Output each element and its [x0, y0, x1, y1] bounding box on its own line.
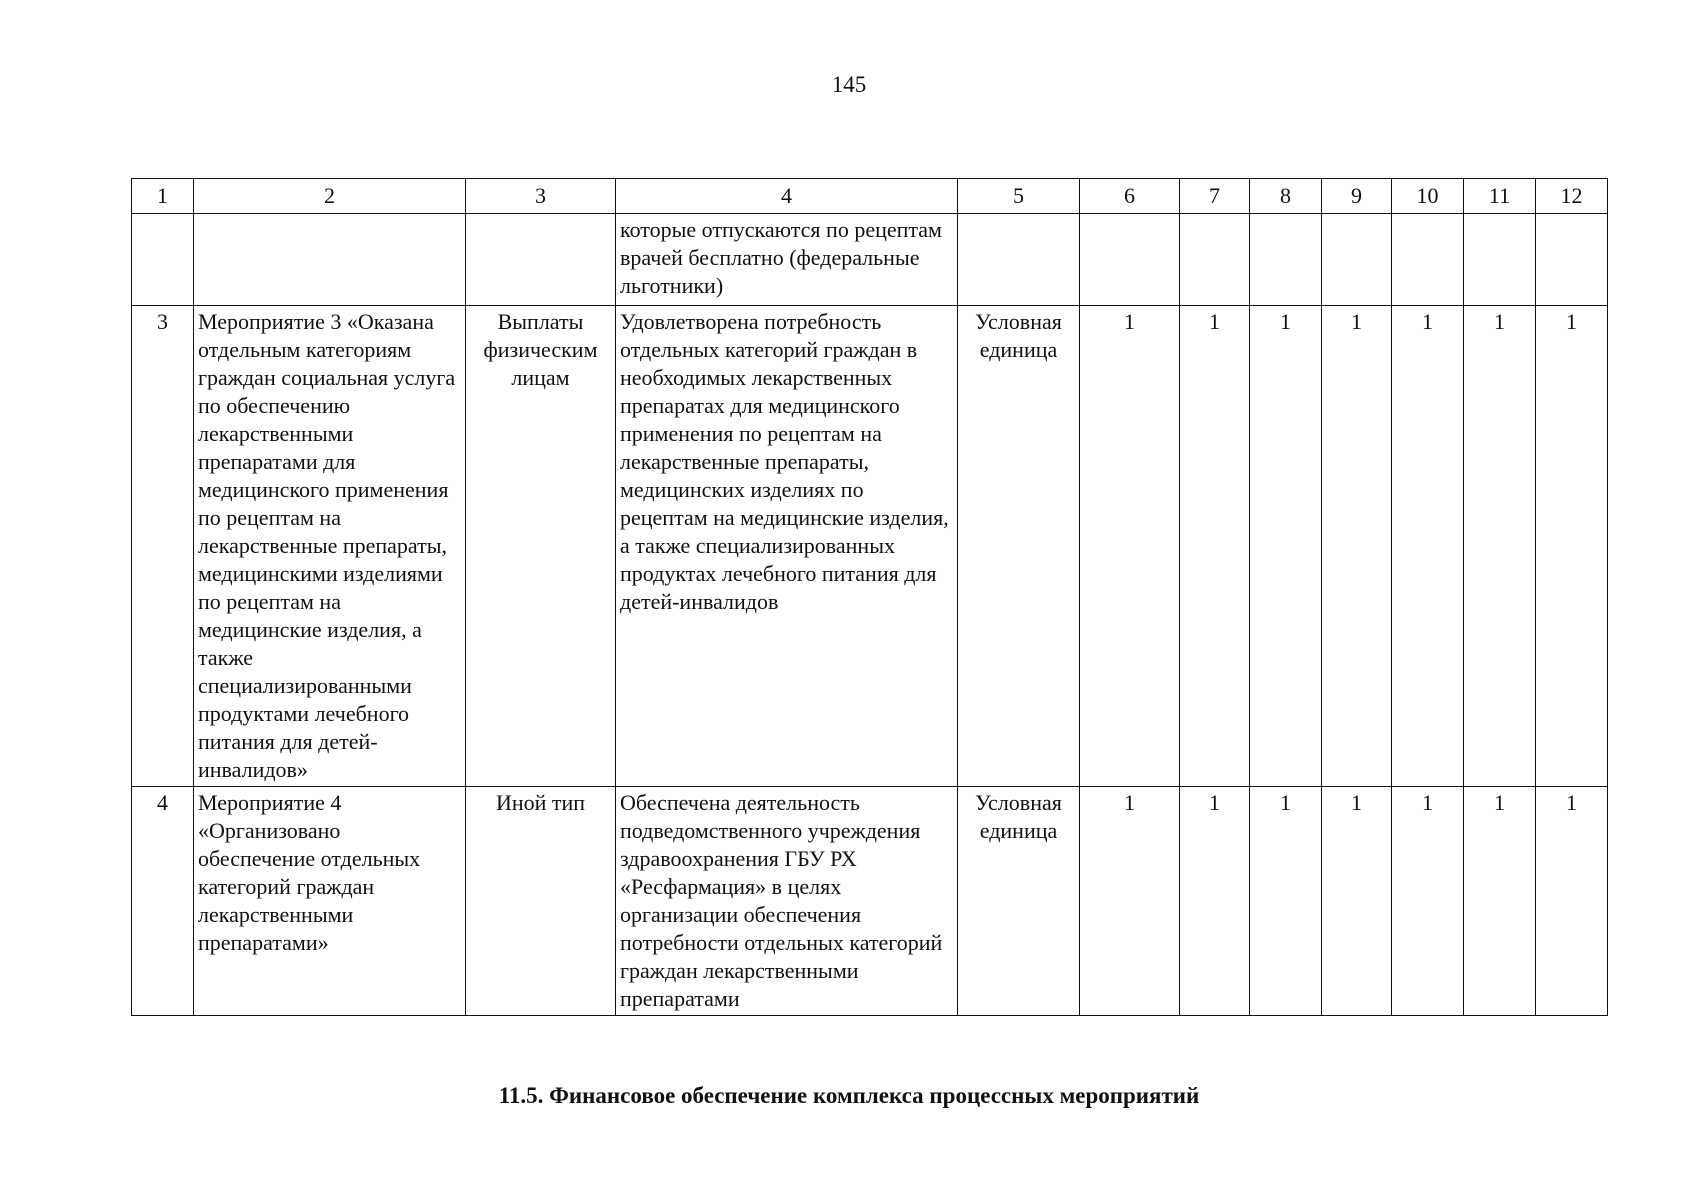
value-cell: 1: [1080, 306, 1180, 787]
table-row: [132, 214, 1608, 306]
value-cell: 1: [1180, 787, 1250, 1016]
measure-name-cell: Мероприятие 4 «Организовано обеспечение отдельных категорий граждан лекарственными препаратами»: [194, 787, 466, 1016]
page-number: 145: [831, 72, 867, 97]
result-cell: Удовлетворена потребность отдельных категорий граждан в необходимых лекарственных препаратах для медицинского применения по рецептам на лекарственные препараты, медицинских изделиях по рецептам на медицинские изделия, а также специализированных продуктах лечебного питания для детей-инвалидов: [616, 306, 958, 787]
value-cell: 1: [1392, 787, 1464, 1016]
value-cell: [1322, 214, 1392, 306]
unit-cell: Условная единица: [958, 306, 1080, 787]
result-cell: Обеспечена деятельность подведомственного учреждения здравоохранения ГБУ РХ «Ресфармация» в целях организации обеспечения потребности отдельных категорий граждан лекарственными препаратами: [616, 787, 958, 1016]
row-number-cell: [132, 214, 194, 306]
value-cell: 1: [1180, 306, 1250, 787]
unit-cell: [958, 214, 1080, 306]
value-cell: 1: [1080, 787, 1180, 1016]
column-header: 6: [1080, 179, 1180, 214]
value-cell: [1392, 214, 1464, 306]
value-cell: [1180, 214, 1250, 306]
column-header: 12: [1536, 179, 1608, 214]
value-cell: [1464, 214, 1536, 306]
value-cell: [1250, 214, 1322, 306]
value-cell: 1: [1464, 306, 1536, 787]
value-cell: 1: [1322, 306, 1392, 787]
value-cell: 1: [1536, 787, 1608, 1016]
column-header: 7: [1180, 179, 1250, 214]
unit-cell: Условная единица: [958, 787, 1080, 1016]
row-number-cell: 4: [132, 787, 194, 1016]
value-cell: [1536, 214, 1608, 306]
measure-name-cell: [194, 214, 466, 306]
column-header: 8: [1250, 179, 1322, 214]
value-cell: 1: [1536, 306, 1608, 787]
value-cell: 1: [1250, 306, 1322, 787]
section-heading: 11.5. Финансовое обеспечение комплекса процессных мероприятий: [498, 1083, 1200, 1108]
result-cell: которые отпускаются по рецептам врачей бесплатно (федеральные льготники): [616, 214, 958, 306]
measure-type-cell: Выплаты физическим лицам: [466, 306, 616, 787]
value-cell: 1: [1250, 787, 1322, 1016]
value-cell: [1080, 214, 1180, 306]
column-header: 11: [1464, 179, 1536, 214]
column-header: 5: [958, 179, 1080, 214]
column-header: 10: [1392, 179, 1464, 214]
table-row: [132, 306, 1608, 787]
measure-type-cell: [466, 214, 616, 306]
column-header: 4: [616, 179, 958, 214]
column-header: 9: [1322, 179, 1392, 214]
value-cell: 1: [1392, 306, 1464, 787]
table-row: [132, 787, 1608, 1016]
value-cell: 1: [1322, 787, 1392, 1016]
row-number-cell: 3: [132, 306, 194, 787]
measure-type-cell: Иной тип: [466, 787, 616, 1016]
value-cell: 1: [1464, 787, 1536, 1016]
measures-table: [131, 178, 1608, 1016]
measure-name-cell: Мероприятие 3 «Оказана отдельным категориям граждан социальная услуга по обеспечению лекарственными препаратами для медицинского применения по рецептам на лекарственные препараты, медицинскими изделиями по рецептам на медицинские изделия, а также специализированными продуктами лечебного питания для детей-инвалидов»: [194, 306, 466, 787]
column-header: 1: [132, 179, 194, 214]
column-header: 2: [194, 179, 466, 214]
column-header: 3: [466, 179, 616, 214]
header-row: [132, 179, 1608, 214]
